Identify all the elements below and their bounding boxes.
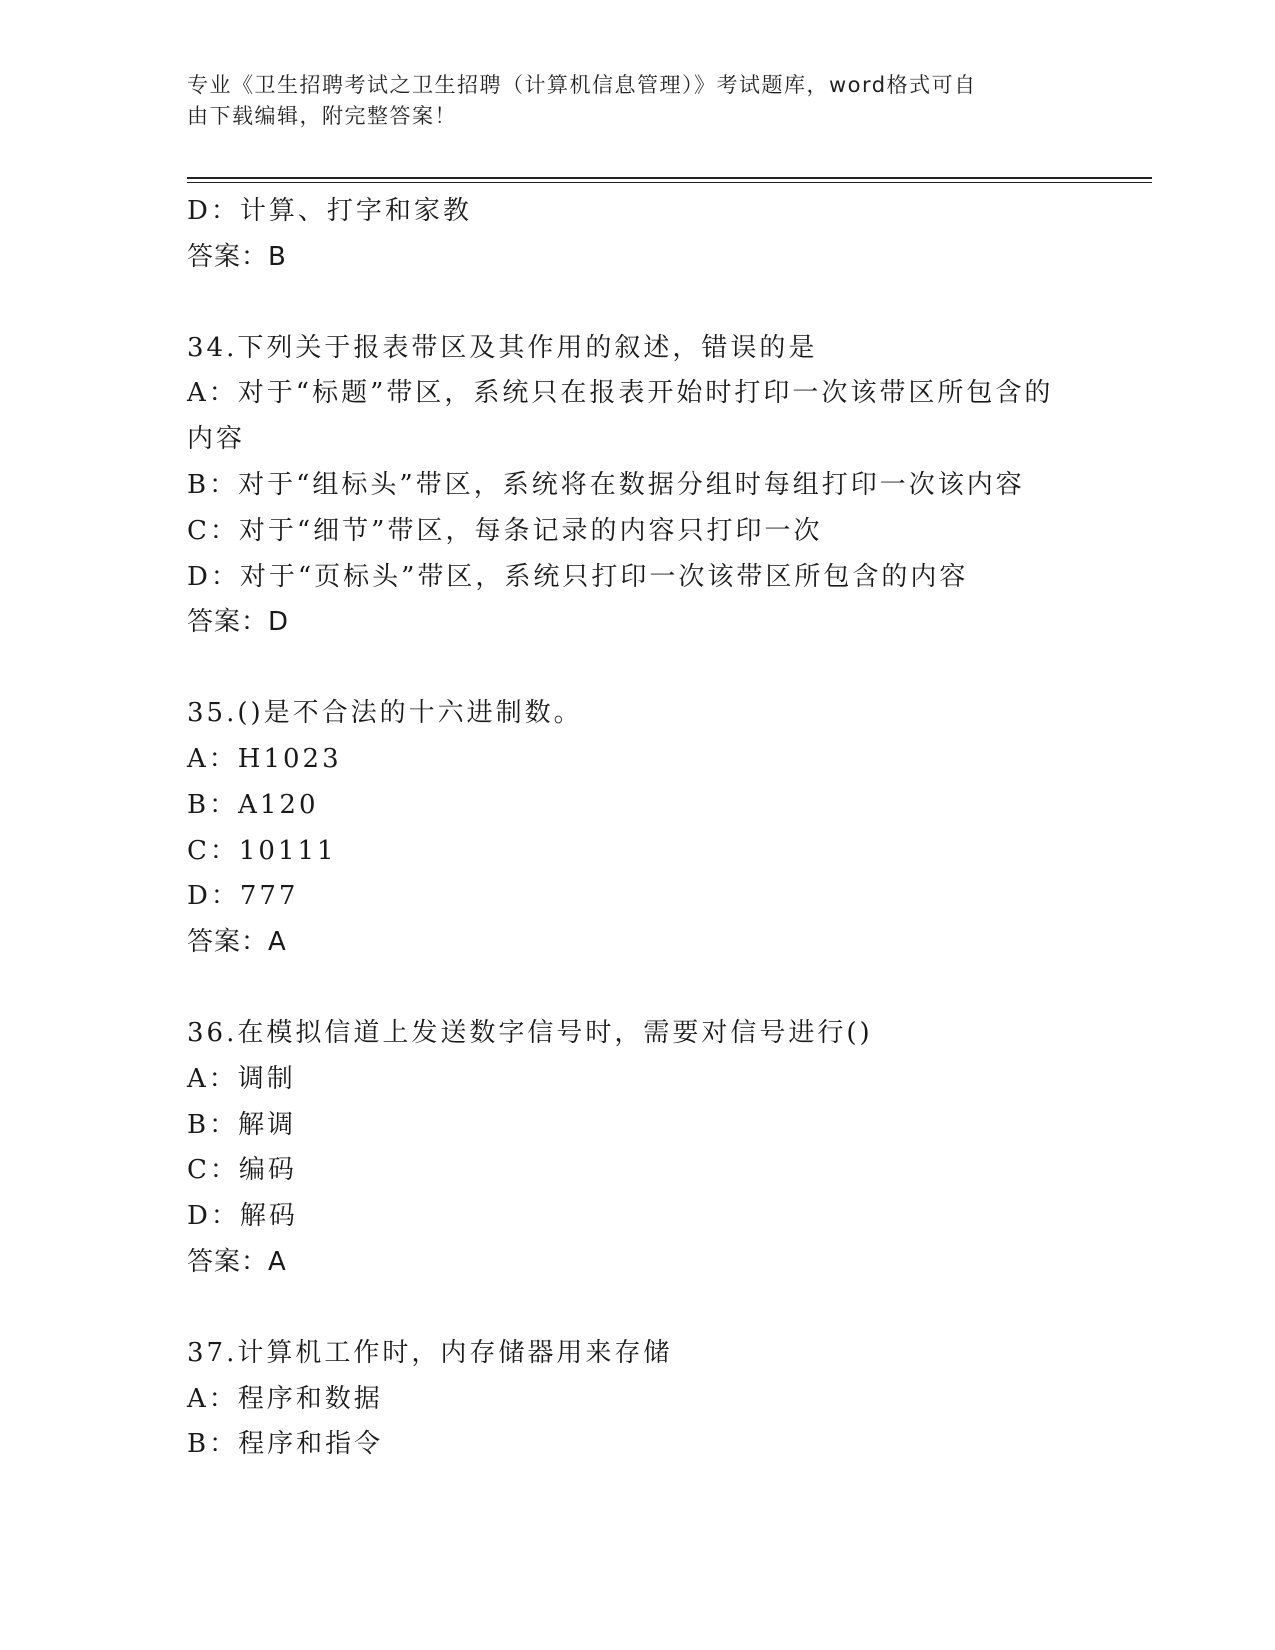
- option-a: A：调制: [187, 1063, 296, 1094]
- option-d: D：对于“页标头”带区，系统只打印一次该带区所包含的内容: [187, 561, 969, 592]
- question-stem: 37.计算机工作时，内存储器用来存储: [187, 1337, 673, 1368]
- answer-line: 答案：A: [187, 927, 287, 958]
- question-list: [187, 189, 1147, 1468]
- question-stem: 34.下列关于报表带区及其作用的叙述，错误的是: [187, 332, 818, 363]
- option-d: D：解码: [187, 1201, 298, 1232]
- option-b: B：对于“组标头”带区，系统将在数据分组时每组打印一次该内容: [187, 469, 1025, 500]
- header-divider-thin: [187, 182, 1152, 183]
- question-36: [187, 1011, 1147, 1286]
- option-a-continued: 内容: [187, 424, 246, 455]
- answer-line: 答案：D: [187, 607, 290, 638]
- option-c: C：编码: [187, 1155, 297, 1186]
- spacer: [187, 966, 1147, 1011]
- question-stem: 36.在模拟信道上发送数字信号时，需要对信号进行(): [187, 1017, 873, 1048]
- option-b: B：A120: [187, 789, 319, 820]
- spacer: [187, 646, 1147, 691]
- question-33-tail: [187, 189, 1147, 281]
- question-35: [187, 691, 1147, 966]
- question-37: [187, 1331, 1147, 1468]
- spacer: [187, 281, 1147, 326]
- option-b: B：解调: [187, 1109, 297, 1140]
- question-34: [187, 326, 1147, 647]
- option-a: A：程序和数据: [187, 1383, 383, 1414]
- option-b: B：程序和指令: [187, 1429, 384, 1460]
- option-d: D：计算、打字和家教: [187, 196, 472, 226]
- header-divider-thick: [187, 177, 1152, 179]
- option-d: D：777: [187, 881, 299, 912]
- header-line-2: 由下载编辑，附完整答案！: [187, 104, 457, 128]
- document-header: [187, 70, 1067, 132]
- option-a: A：H1023: [187, 743, 342, 774]
- answer-line: 答案：A: [187, 1246, 287, 1277]
- spacer: [187, 1286, 1147, 1331]
- option-c: C：10111: [187, 835, 337, 866]
- option-a: A：对于“标题”带区，系统只在报表开始时打印一次该带区所包含的: [187, 378, 1054, 409]
- option-c: C：对于“细节”带区，每条记录的内容只打印一次: [187, 515, 823, 546]
- answer-line: 答案：B: [187, 241, 287, 272]
- question-stem: 35.()是不合法的十六进制数。: [187, 698, 583, 729]
- header-line-1: 专业《卫生招聘考试之卫生招聘（计算机信息管理）》考试题库，word格式可自: [187, 73, 977, 97]
